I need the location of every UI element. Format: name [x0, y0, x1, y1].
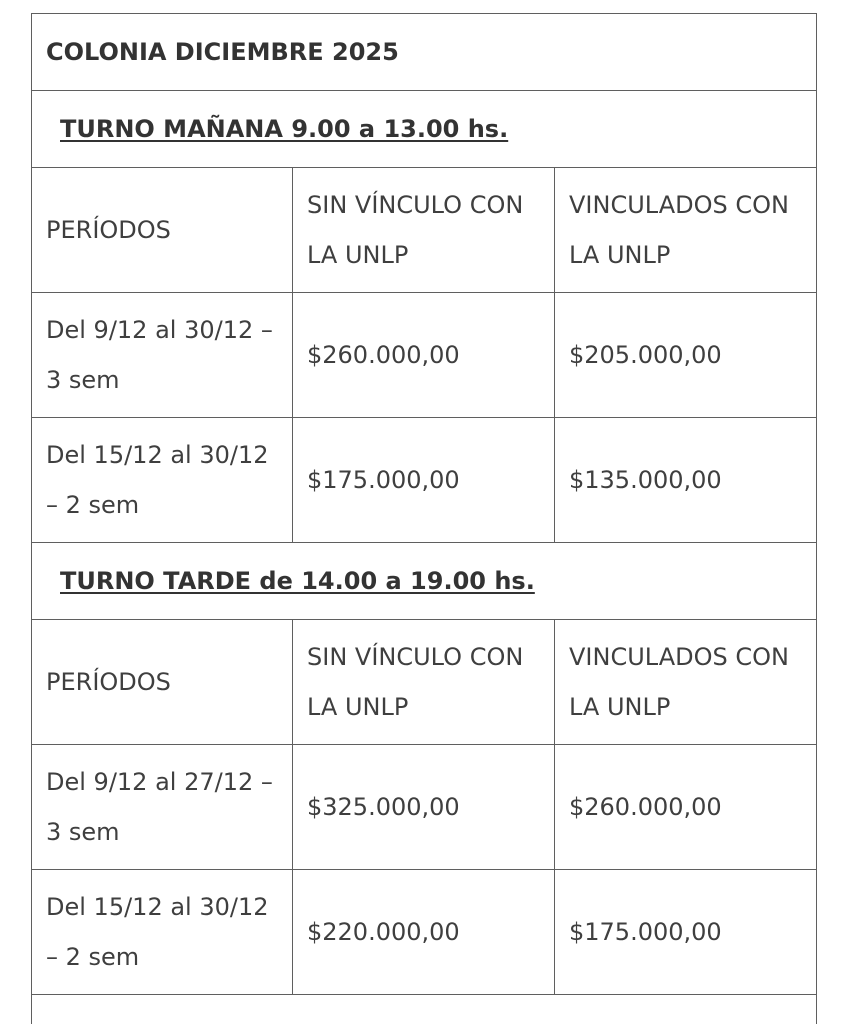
- header-vinculados: VINCULADOS CON LA UNLP: [555, 168, 817, 293]
- price-vinculados-cell: $175.000,00: [555, 870, 817, 995]
- price-sin-vinculo-cell: $220.000,00: [293, 870, 555, 995]
- shift-title-morning: [32, 91, 817, 168]
- header-row-afternoon: [32, 620, 817, 745]
- shift-row-morning: [32, 91, 817, 168]
- period-cell: Del 9/12 al 30/12 – 3 sem: [32, 293, 293, 418]
- price-vinculados-cell: $135.000,00: [555, 418, 817, 543]
- shift-title-afternoon-text: TURNO TARDE de 14.00 a 19.00 hs.: [60, 567, 535, 595]
- table-tail-row: [32, 995, 817, 1024]
- header-row-morning: [32, 168, 817, 293]
- price-vinculados-cell: $260.000,00: [555, 745, 817, 870]
- header-sin-vinculo: SIN VÍNCULO CON LA UNLP: [293, 168, 555, 293]
- period-cell: Del 15/12 al 30/12 – 2 sem: [32, 418, 293, 543]
- price-sin-vinculo-cell: $260.000,00: [293, 293, 555, 418]
- price-table: [31, 13, 817, 1024]
- table-row: [32, 870, 817, 995]
- table-row: [32, 745, 817, 870]
- table-tail-cell: [32, 995, 817, 1024]
- price-vinculados-cell: $205.000,00: [555, 293, 817, 418]
- shift-title-morning-text: TURNO MAÑANA 9.00 a 13.00 hs.: [60, 115, 509, 143]
- header-vinculados: VINCULADOS CON LA UNLP: [555, 620, 817, 745]
- header-periods: PERÍODOS: [32, 168, 293, 293]
- period-cell: Del 15/12 al 30/12 – 2 sem: [32, 870, 293, 995]
- title-row: [32, 14, 817, 91]
- table-title: COLONIA DICIEMBRE 2025: [32, 14, 817, 91]
- header-periods: PERÍODOS: [32, 620, 293, 745]
- table-row: [32, 293, 817, 418]
- price-sin-vinculo-cell: $175.000,00: [293, 418, 555, 543]
- period-cell: Del 9/12 al 27/12 – 3 sem: [32, 745, 293, 870]
- table-row: [32, 418, 817, 543]
- price-sin-vinculo-cell: $325.000,00: [293, 745, 555, 870]
- shift-title-afternoon: [32, 543, 817, 620]
- price-table-container: [31, 13, 816, 1024]
- shift-row-afternoon: [32, 543, 817, 620]
- header-sin-vinculo: SIN VÍNCULO CON LA UNLP: [293, 620, 555, 745]
